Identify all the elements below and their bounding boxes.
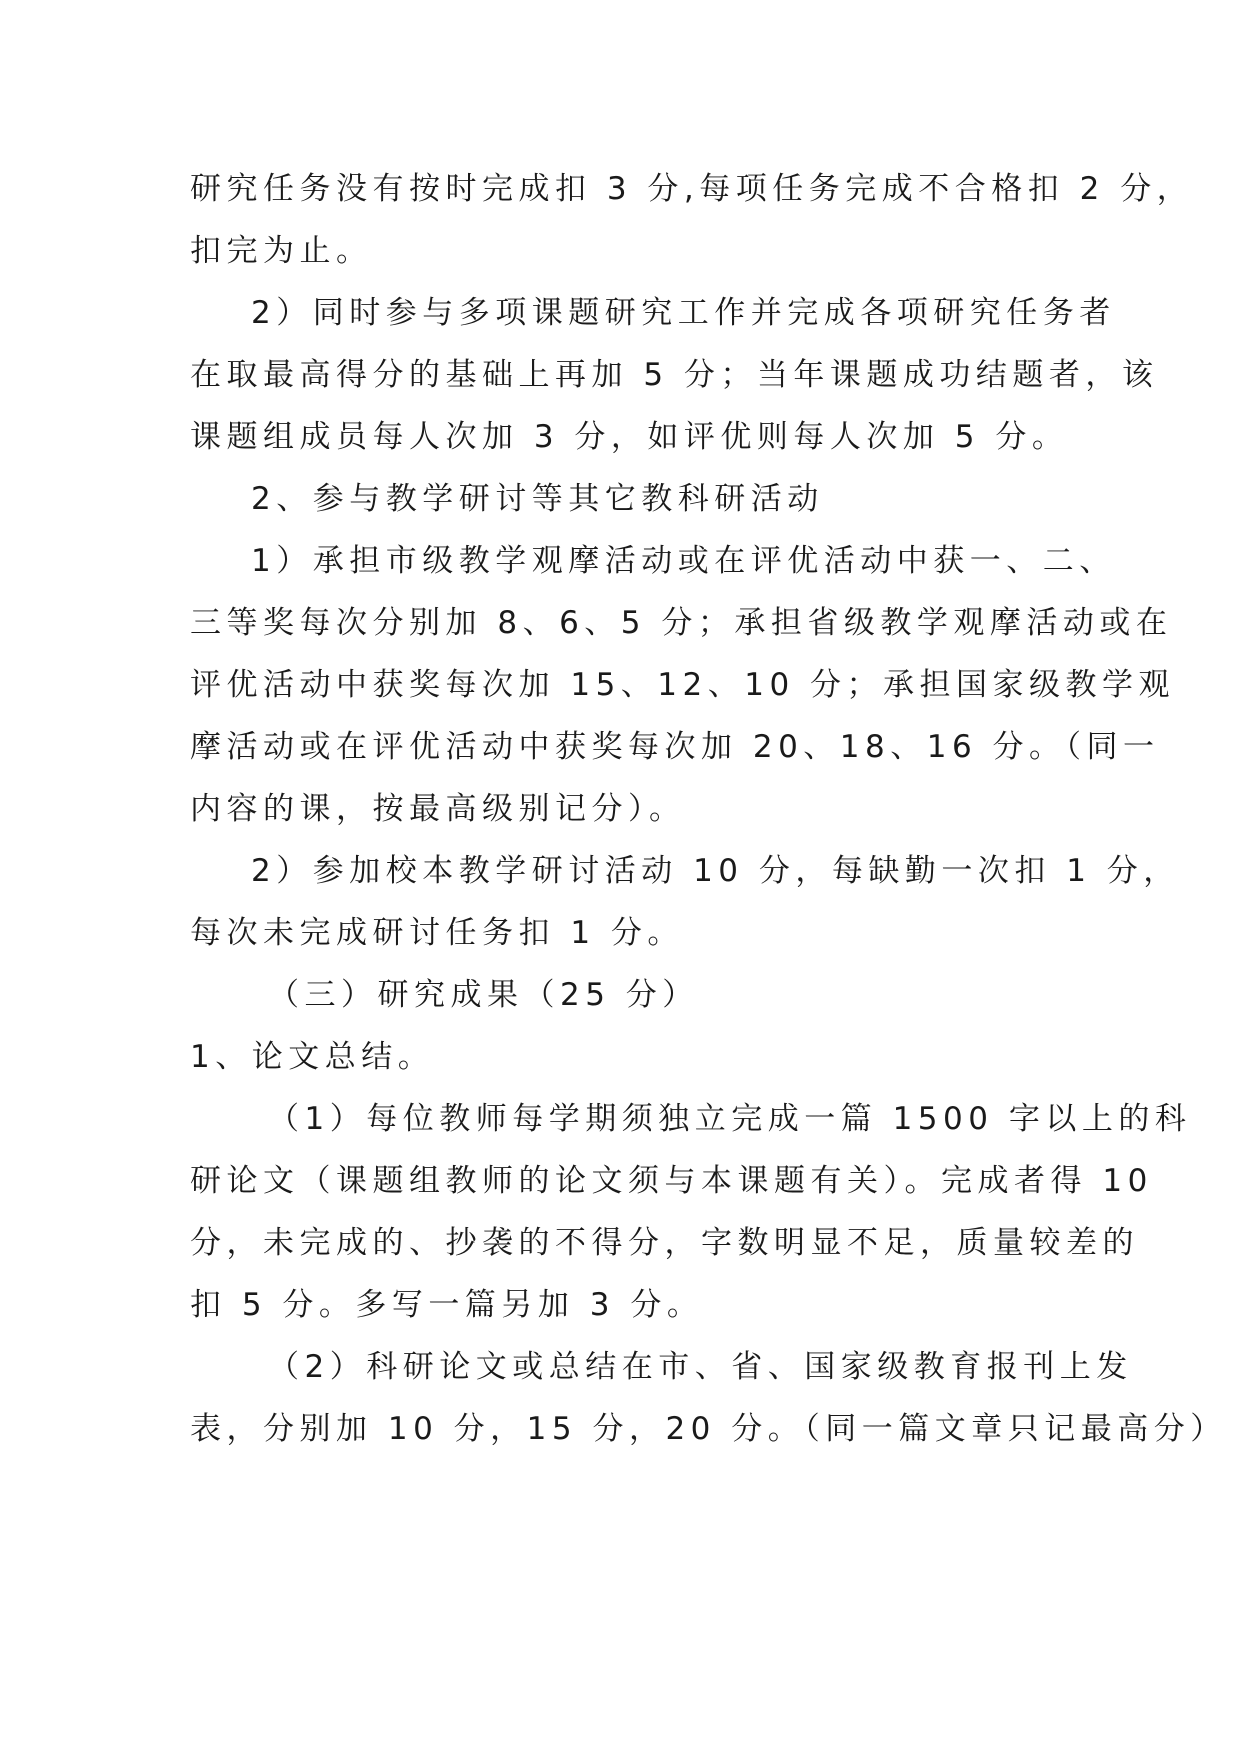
paragraph-line: 在取最高得分的基础上再加 5 分；当年课题成功结题者，该 — [190, 357, 1159, 393]
paragraph-line: 评优活动中获奖每次加 15、12、10 分；承担国家级教学观 — [190, 667, 1176, 703]
paragraph-line: 2）参加校本教学研讨活动 10 分，每缺勤一次扣 1 分， — [251, 853, 1180, 889]
section-heading: 2、参与教学研讨等其它教科研活动 — [251, 481, 824, 517]
paragraph-line: 研究任务没有按时完成扣 3 分,每项任务完成不合格扣 2 分， — [190, 171, 1194, 207]
paragraph-line: 研论文（课题组教师的论文须与本课题有关）。完成者得 10 — [190, 1163, 1153, 1199]
section-heading: （三）研究成果（25 分） — [268, 977, 699, 1013]
paragraph-line: 课题组成员每人次加 3 分，如评优则每人次加 5 分。 — [190, 419, 1069, 455]
paragraph-line: 内容的课，按最高级别记分）。 — [190, 791, 686, 827]
paragraph-line: 1）承担市级教学观摩活动或在评优活动中获一、二、 — [251, 543, 1116, 579]
paragraph-line: 三等奖每次分别加 8、6、5 分；承担省级教学观摩活动或在 — [190, 605, 1173, 641]
paragraph-line: 扣完为止。 — [190, 233, 373, 269]
paragraph-line: 表，分别加 10 分，15 分，20 分。（同一篇文章只记最高分） — [190, 1411, 1227, 1447]
paragraph-line: 2）同时参与多项课题研究工作并完成各项研究任务者 — [251, 295, 1116, 331]
paragraph-line: （2）科研论文或总结在市、省、国家级教育报刊上发 — [268, 1349, 1133, 1385]
paragraph-line: 扣 5 分。多写一篇另加 3 分。 — [190, 1287, 704, 1323]
paragraph-line: （1）每位教师每学期须独立完成一篇 1500 字以上的科 — [268, 1101, 1192, 1137]
subsection-heading: 1、论文总结。 — [190, 1039, 435, 1075]
paragraph-line: 分，未完成的、抄袭的不得分，字数明显不足，质量较差的 — [190, 1225, 1139, 1261]
paragraph-line: 每次未完成研讨任务扣 1 分。 — [190, 915, 684, 951]
paragraph-line: 摩活动或在评优活动中获奖每次加 20、18、16 分。（同一 — [190, 729, 1160, 765]
